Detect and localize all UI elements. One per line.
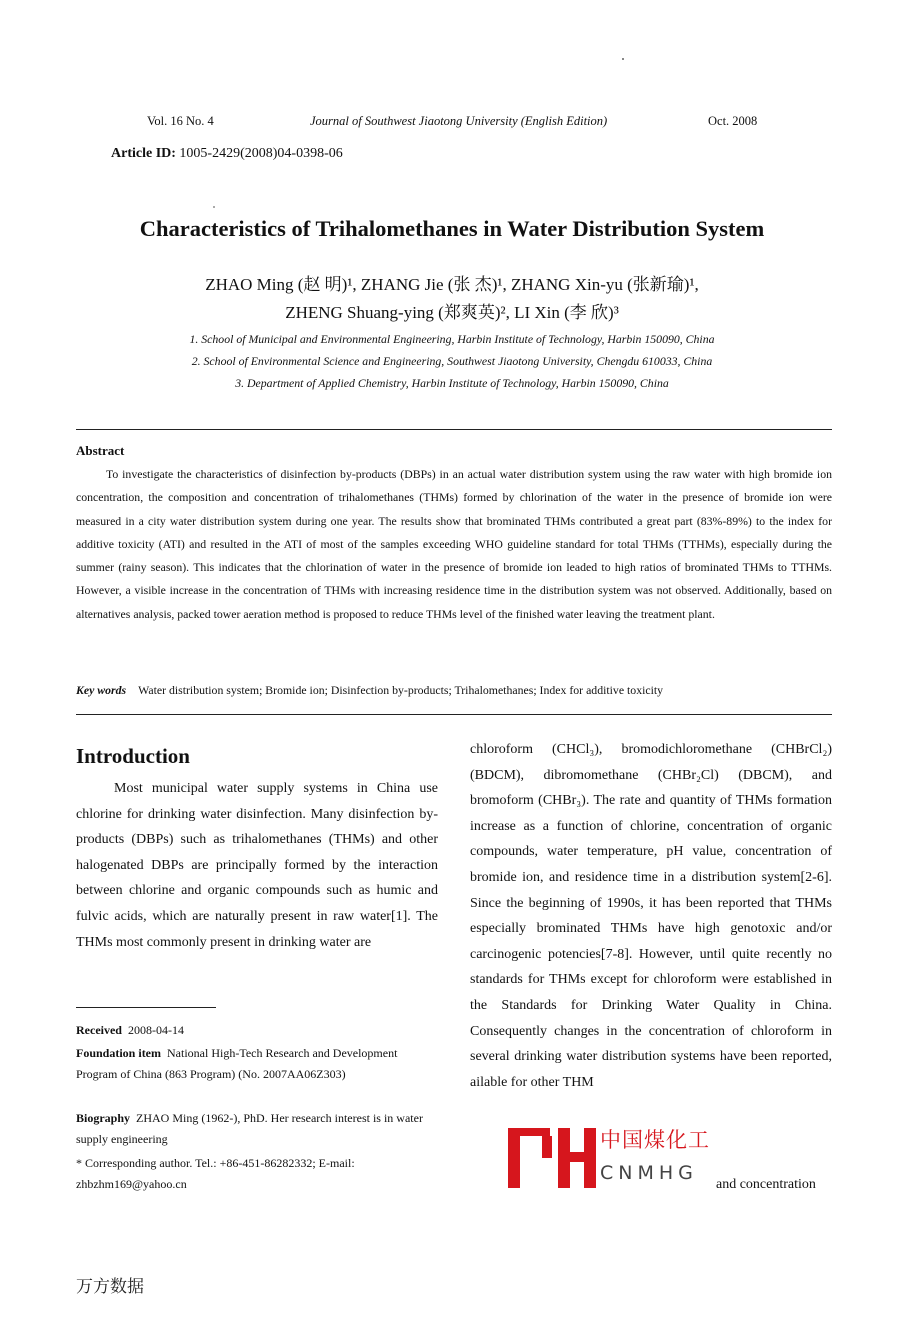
foundation-label: Foundation item: [76, 1046, 162, 1060]
footer-watermark: 万方数据: [76, 1277, 144, 1297]
section-heading: Introduction: [76, 744, 190, 768]
intro-right-text: chloroform (CHCl₃), bromodichloromethane (CHBrCl₂) (BDCM), dibromomethane (CHBr₂Cl) (DBCM), and bromoform (CHBr₃). The rate and quantity of THMs formation increase as a function of chlorine, concentration of organic compounds, water temperature, pH value, concentration of bromide ion, and residence time in a distribution system[2-6]. Since the beginning of 1990s, it has been reported that THMs especially brominated THMs have high genotoxic and/or carcinogenic potencies[7-8]. However, until quite recently no standards for THMs except for chloroform were established in the Standards for Drinking Water Quality in China. Consequently changes in the concentration of chloroform in several drinking water distribution systems have been reported, ailable for other THM: [470, 742, 832, 1090]
footnote-foundation: [76, 1043, 438, 1085]
article-id-label: Article ID:: [111, 146, 176, 161]
keywords-label: Key words: [76, 683, 127, 697]
speck: [622, 58, 624, 60]
logo-bar: [570, 1152, 584, 1162]
paper-title: Characteristics of Trihalomethanes in Water Distribution System: [139, 216, 765, 241]
volume-issue: Vol. 16 No. 4: [147, 114, 214, 128]
footnote-corresponding: * Corresponding author. Tel.: +86-451-86282332; E-mail: zhbzhm169@yahoo.cn: [76, 1156, 355, 1191]
logo-bar: [520, 1128, 550, 1136]
speck: [213, 206, 215, 208]
affiliation-3: 3. Department of Applied Chemistry, Harbin Institute of Technology, Harbin 150090, China: [235, 376, 669, 390]
article-id-value: 1005-2429(2008)04-0398-06: [175, 146, 343, 161]
keywords-text: Water distribution system; Bromide ion; Disinfection by-products; Trihalomethanes; Index for additive toxicity: [138, 683, 664, 697]
journal-name: Journal of Southwest Jiaotong University (English Edition): [310, 114, 608, 128]
affiliation-1: 1. School of Municipal and Environmental Engineering, Harbin Institute of Technology, Harbin 150090, China: [189, 332, 715, 346]
biography-value: ZHAO Ming (1962-), PhD. Her research interest is in water supply engineering: [76, 1111, 423, 1146]
received-label: Received: [76, 1023, 122, 1037]
watermark-logo: [504, 1118, 754, 1198]
divider: [76, 714, 832, 715]
logo-bar: [584, 1128, 596, 1188]
affiliation-2: 2. School of Environmental Science and Engineering, Southwest Jiaotong University, Chengdu 610033, China: [191, 354, 713, 368]
author-line-1: ZHAO Ming (赵 明)¹, ZHANG Jie (张 杰)¹, ZHANG Xin-yu (张新瑜)¹,: [205, 275, 699, 294]
logo-bar: [558, 1128, 570, 1188]
issue-date: Oct. 2008: [708, 114, 758, 128]
foundation-value: National High-Tech Research and Development Program of China (863 Program) (No. 2007AA06Z303): [76, 1046, 398, 1081]
keywords: [76, 683, 832, 698]
watermark-cn: 中国煤化工: [600, 1128, 710, 1152]
divider: [76, 429, 832, 430]
abstract-heading: Abstract: [76, 443, 125, 458]
intro-left-column: Most municipal water supply systems in China use chlorine for drinking water disinfection. Many disinfection by-products (DBPs) such as trihalomethanes (THMs) and other halogenated DBPs are principally formed by the interaction between chlorine and organic compounds such as humic and fulvic acids, which are naturally present in raw water[1]. The THMs most commonly present in drinking water are: [76, 781, 438, 950]
watermark-en: CNMHG: [600, 1162, 698, 1184]
logo-bar: [508, 1128, 520, 1188]
intro-right-last: and concentration: [716, 1177, 816, 1192]
received-value: 2008-04-14: [127, 1023, 184, 1037]
footnote-received: [76, 1020, 438, 1041]
logo-bar: [542, 1136, 552, 1158]
biography-label: Biography: [76, 1111, 131, 1125]
footnote-biography: [76, 1108, 438, 1150]
author-line-2: ZHENG Shuang-ying (郑爽英)², LI Xin (李 欣)³: [285, 303, 619, 322]
article-id: [111, 146, 343, 162]
intro-right-column: [470, 737, 832, 1095]
footnote-divider: [76, 1007, 216, 1008]
abstract-text: To investigate the characteristics of disinfection by-products (DBPs) in an actual water distribution system using the raw water with high bromide ion concentration, the composition and concentration of trihalomethanes (THMs) formed by chlorination of the water in the presence of bromide ion were measured in a city water distribution system during one year. The results show that brominated THMs contributed a great part (83%-89%) to the index for additive toxicity (ATI) and resulted in the ATI of most of the samples exceeding WHO guideline standard for total THMs (TTHMs), especially during the summer (rainy season). This indicates that the chlorination of water in the presence of bromide ion leaded to high ratios of brominated THMs to TTHMs. However, a visible increase in the concentration of THMs with increasing residence time in the distribution system was not observed. Additionally, based on alternatives analysis, packed tower aeration method is proposed to reduce THMs level of the finished water leaving the treatment plant.: [76, 467, 832, 621]
